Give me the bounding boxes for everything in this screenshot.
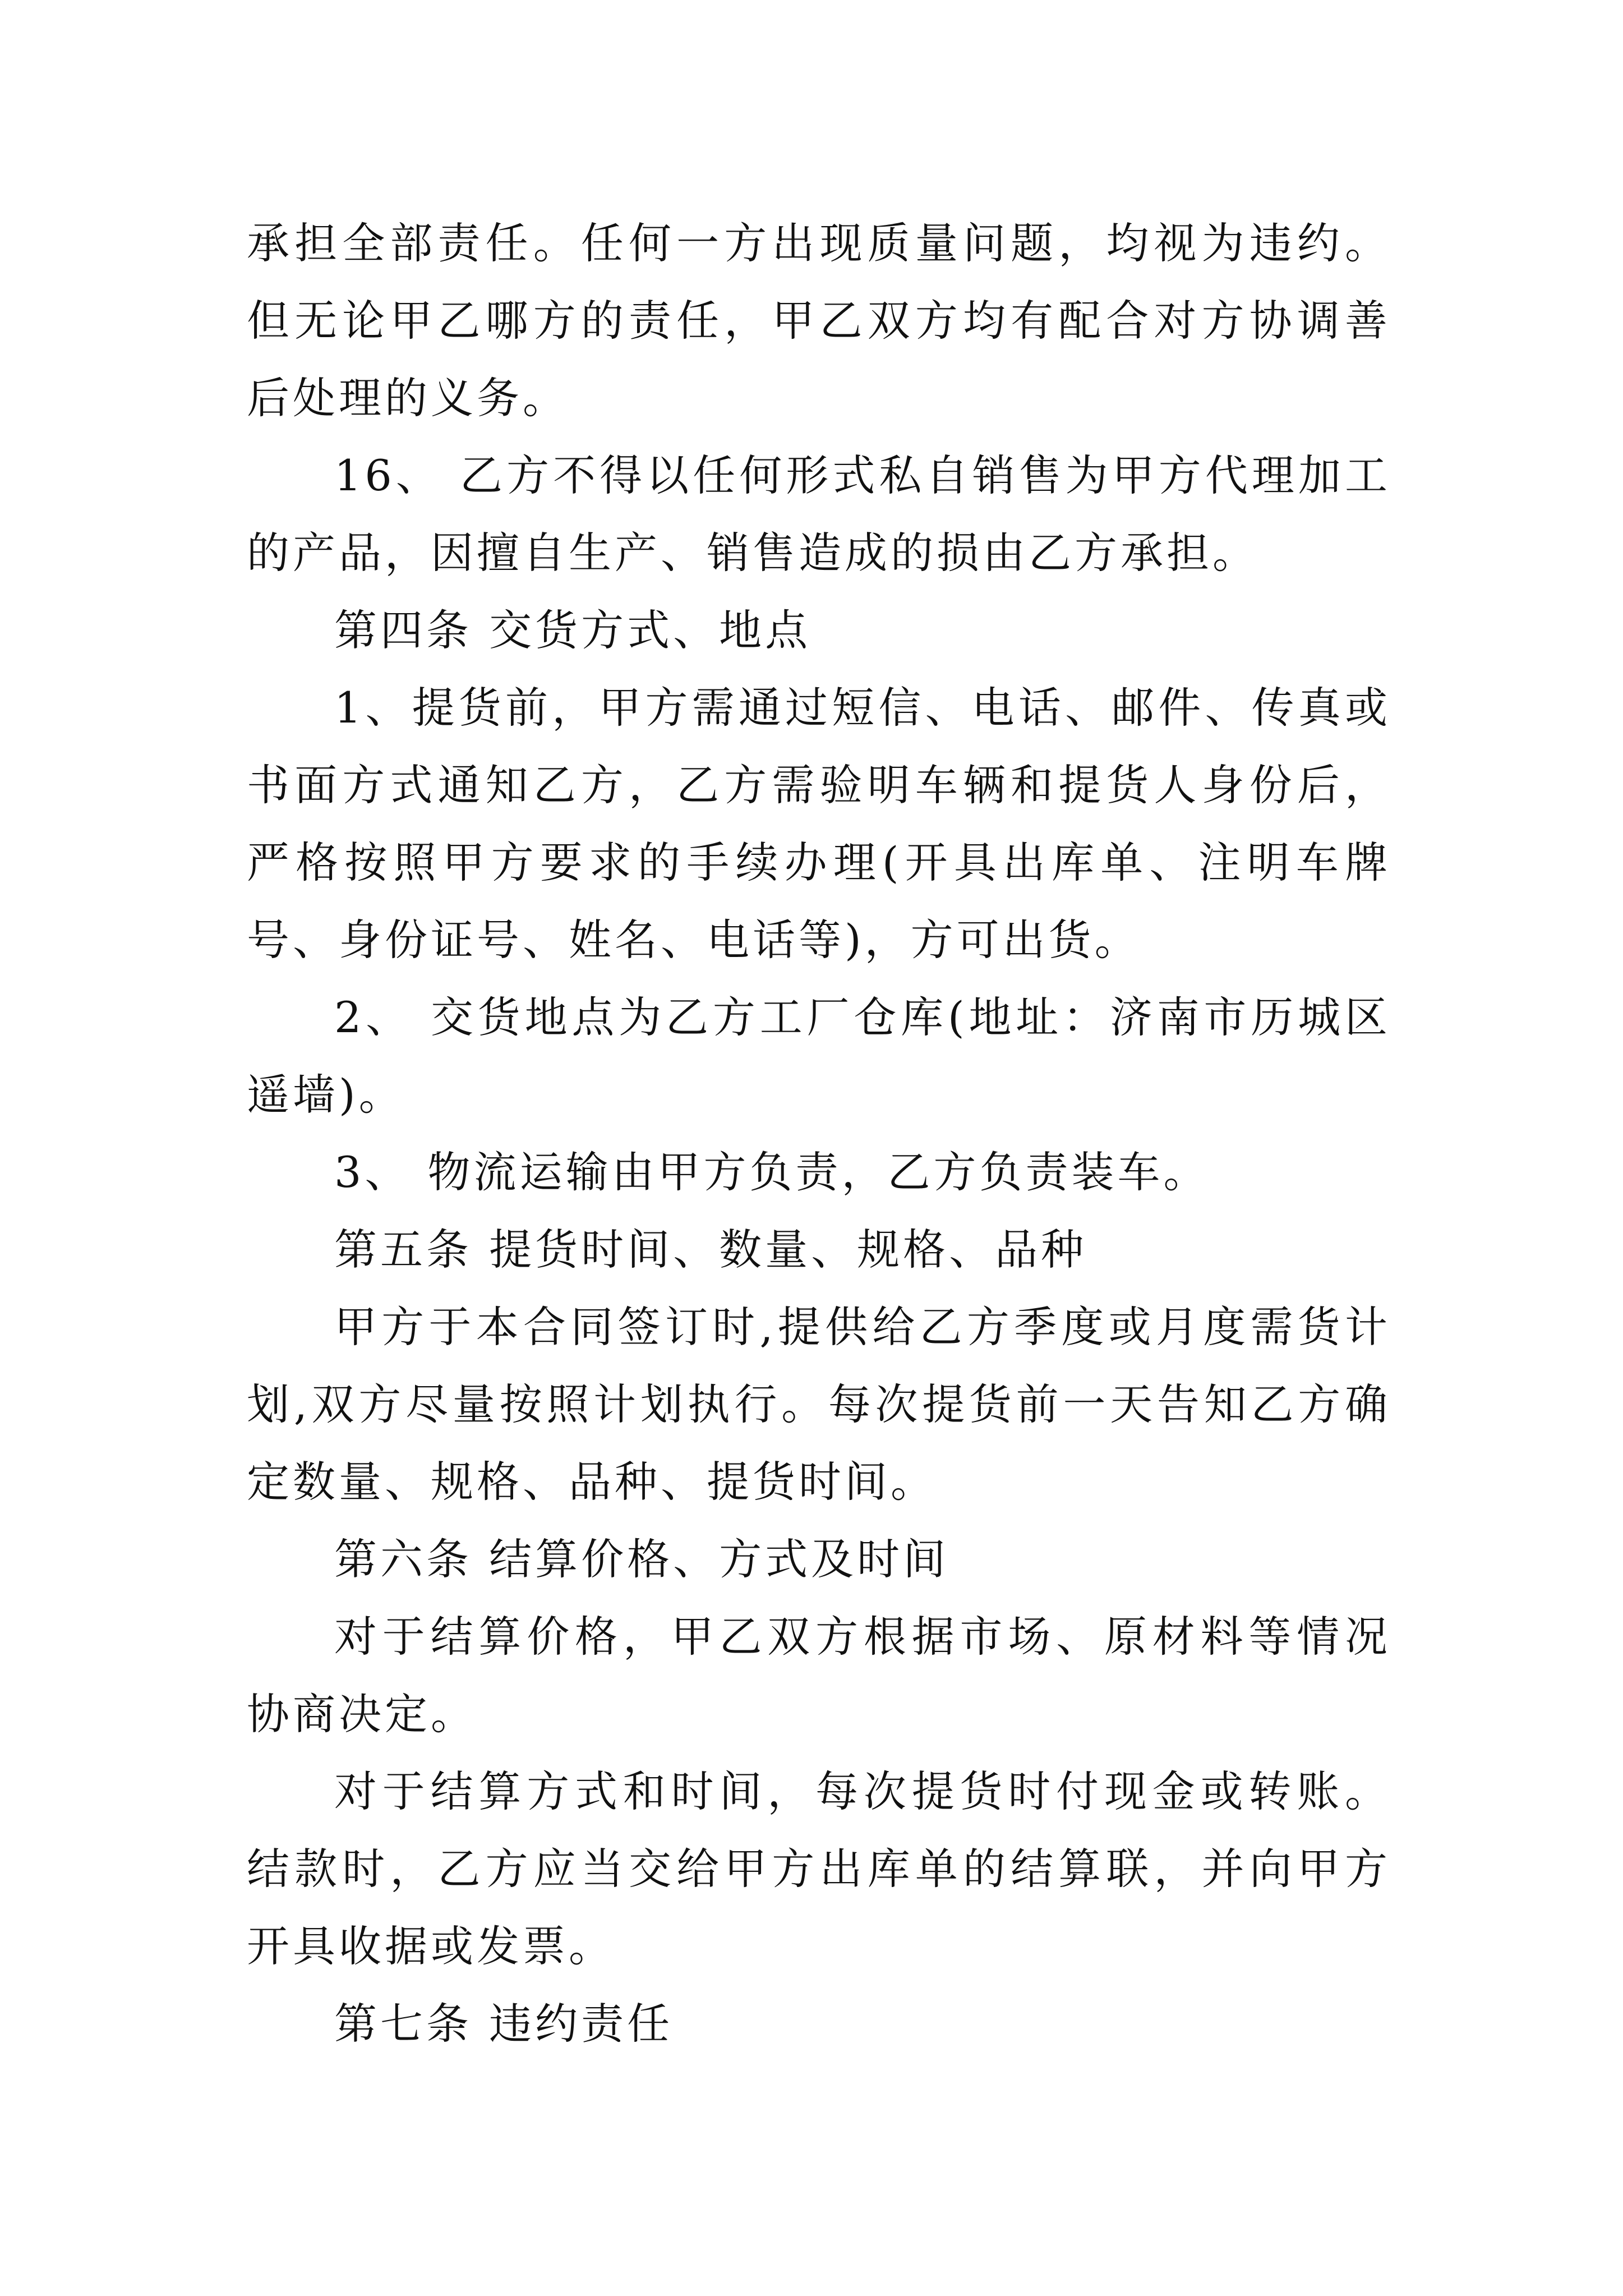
- heading-article-7: 第七条 违约责任: [334, 1999, 674, 2049]
- paragraph-article-4-item-1: 1、提货前，甲方需通过短信、电话、邮件、传真或书面方式通知乙方，乙方需验明车辆和提货人身份后，严格按照甲方要求的手续办理(开具出库单、注明车牌号、身份证号、姓名、电话等)，方可出货。: [247, 683, 1391, 965]
- paragraph-article-6-price: 对于结算价格，甲乙双方根据市场、原材料等情况协商决定。: [247, 1612, 1391, 1739]
- paragraph-liability-continuation: 承担全部责任。任何一方出现质量问题，均视为违约。但无论甲乙哪方的责任，甲乙双方均有配合对方协调善后处理的义务。: [247, 218, 1391, 423]
- heading-article-6: 第六条 结算价格、方式及时间: [334, 1534, 949, 1584]
- paragraph-article-6-method: 对于结算方式和时间，每次提货时付现金或转账。结款时，乙方应当交给甲方出库单的结算联，并向甲方开具收据或发票。: [247, 1766, 1391, 1971]
- heading-article-5: 第五条 提货时间、数量、规格、品种: [334, 1225, 1087, 1274]
- paragraph-article-5-body: 甲方于本合同签订时,提供给乙方季度或月度需货计划,双方尽量按照计划执行。每次提货前一天告知乙方确定数量、规格、品种、提货时间。: [247, 1302, 1391, 1507]
- paragraph-clause-16: 16、 乙方不得以任何形式私自销售为甲方代理加工的产品，因擅自生产、销售造成的损由乙方承担。: [247, 450, 1391, 578]
- paragraph-article-4-item-2: 2、 交货地点为乙方工厂仓库(地址：济南市历城区遥墙)。: [247, 992, 1391, 1120]
- paragraph-article-4-item-3: 3、 物流运输由甲方负责，乙方负责装车。: [334, 1147, 1210, 1197]
- heading-article-4: 第四条 交货方式、地点: [334, 605, 811, 655]
- document-body: [247, 205, 1391, 2063]
